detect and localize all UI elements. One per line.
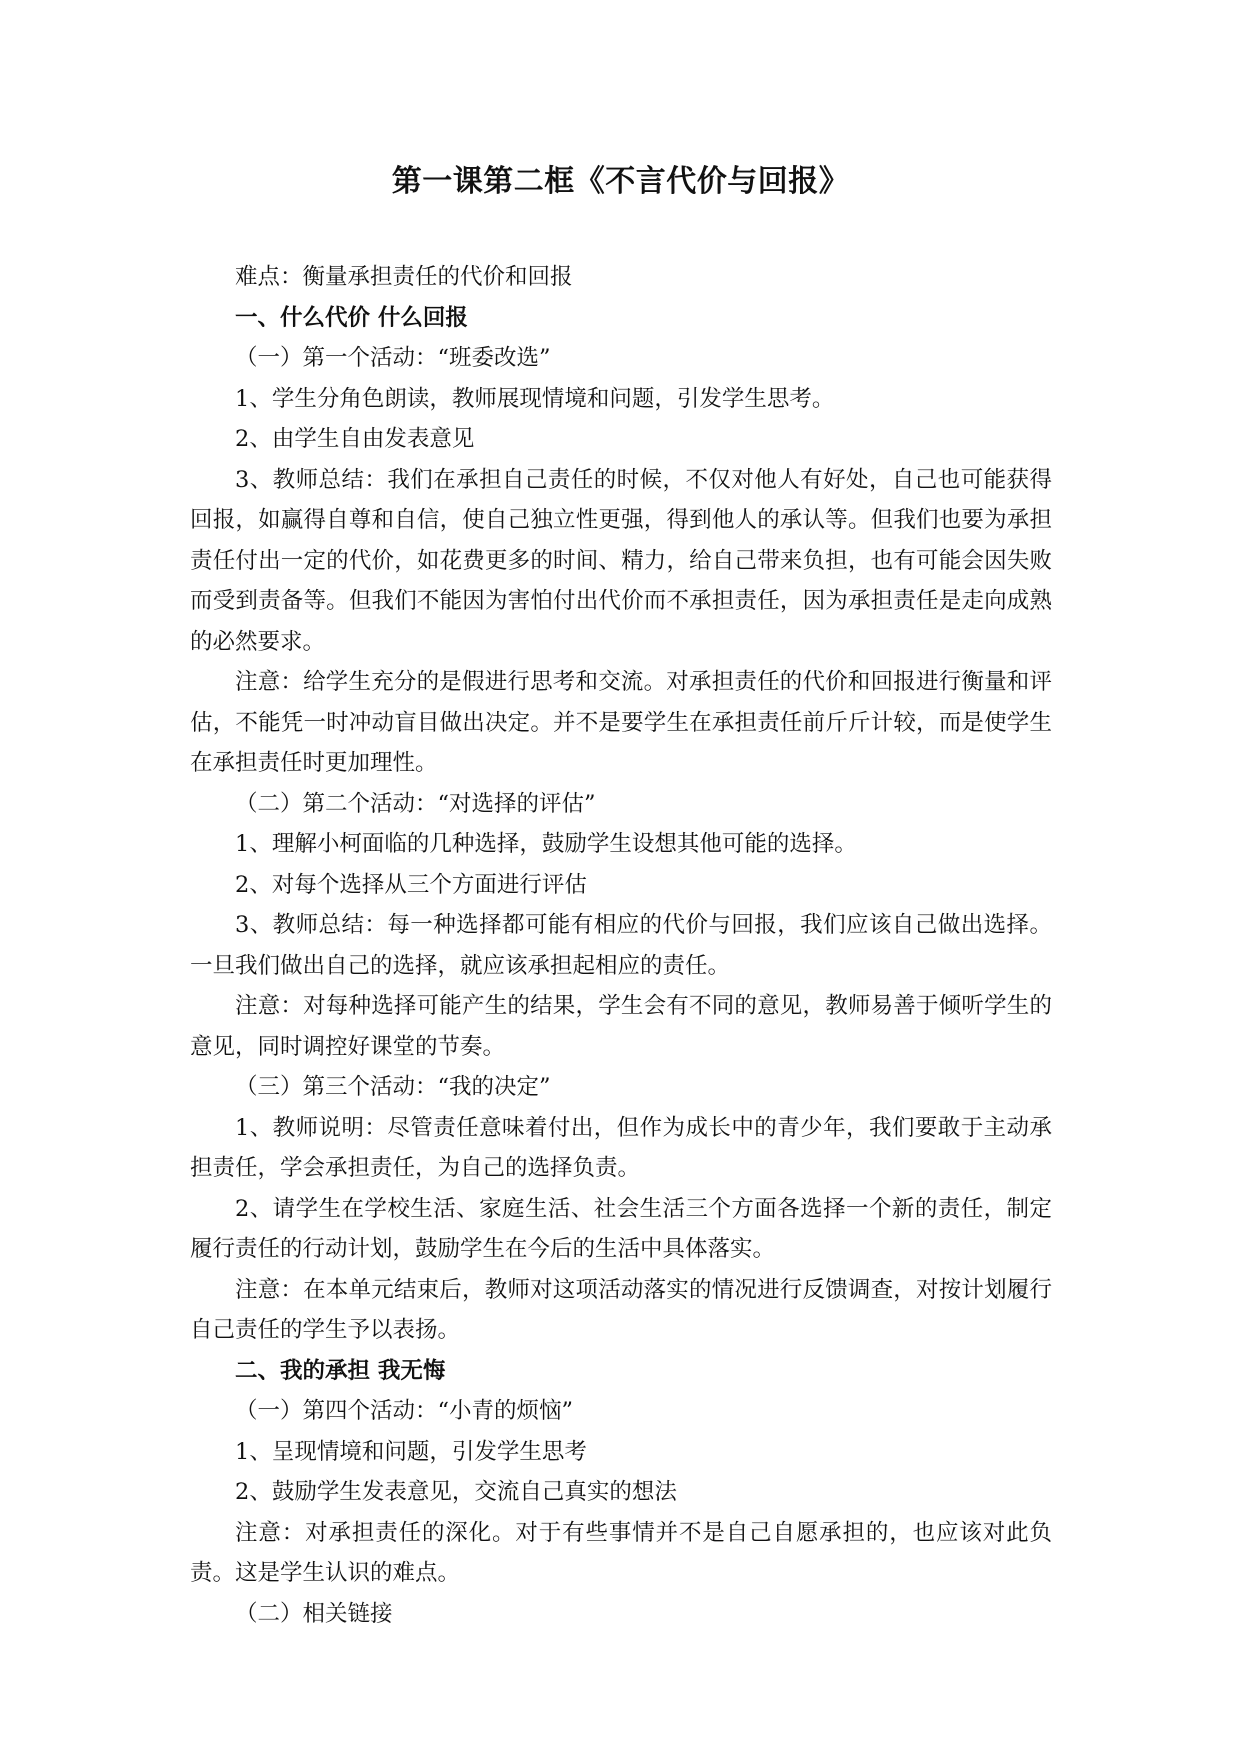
paragraph: 2、请学生在学校生活、家庭生活、社会生活三个方面各选择一个新的责任，制定履行责任的行动计划，鼓励学生在今后的生活中具体落实。 xyxy=(190,1195,1052,1262)
document-body xyxy=(190,257,1052,1634)
paragraph: 注意：对每种选择可能产生的结果，学生会有不同的意见，教师易善于倾听学生的意见，同时调控好课堂的节奏。 xyxy=(190,993,1052,1060)
subsection-heading: （一）第一个活动：“班委改选” xyxy=(235,345,551,371)
paragraph: 注意：在本单元结束后，教师对这项活动落实的情况进行反馈调查，对按计划履行自己责任的学生予以表扬。 xyxy=(190,1276,1052,1343)
paragraph: 难点：衡量承担责任的代价和回报 xyxy=(235,264,573,290)
section-heading: 一、什么代价 什么回报 xyxy=(235,304,468,331)
subsection-heading: （一）第四个活动：“小青的烦恼” xyxy=(235,1398,574,1424)
paragraph: 注意：对承担责任的深化。对于有些事情并不是自己自愿承担的，也应该对此负责。这是学生认识的难点。 xyxy=(190,1519,1052,1586)
paragraph: 2、对每个选择从三个方面进行评估 xyxy=(235,871,587,898)
paragraph: 2、鼓励学生发表意见，交流自己真实的想法 xyxy=(235,1479,677,1505)
paragraph: 注意：给学生充分的是假进行思考和交流。对承担责任的代价和回报进行衡量和评估，不能凭一时冲动盲目做出决定。并不是要学生在承担责任前斤斤计较，而是使学生在承担责任时更加理性。 xyxy=(190,669,1052,776)
subsection-heading: （二）相关链接 xyxy=(235,1600,393,1627)
section-heading: 二、我的承担 我无悔 xyxy=(235,1357,446,1384)
paragraph: 1、学生分角色朗读，教师展现情境和问题，引发学生思考。 xyxy=(235,385,835,412)
paragraph: 3、教师总结：每一种选择都可能有相应的代价与回报，我们应该自己做出选择。一旦我们做出自己的选择，就应该承担起相应的责任。 xyxy=(190,912,1052,979)
paragraph: 1、教师说明：尽管责任意味着付出，但作为成长中的青少年，我们要敢于主动承担责任，学会承担责任，为自己的选择负责。 xyxy=(190,1114,1052,1181)
paragraph: 1、呈现情境和问题，引发学生思考 xyxy=(235,1438,587,1465)
document-title: 第一课第二框《不言代价与回报》 xyxy=(391,164,850,199)
subsection-heading: （二）第二个活动：“对选择的评估” xyxy=(235,790,596,817)
subsection-heading: （三）第三个活动：“我的决定” xyxy=(235,1074,551,1100)
paragraph: 1、理解小柯面临的几种选择，鼓励学生设想其他可能的选择。 xyxy=(235,831,857,857)
paragraph: 3、教师总结：我们在承担自己责任的时候，不仅对他人有好处，自己也可能获得回报，如赢得自尊和自信，使自己独立性更强，得到他人的承认等。但我们也要为承担责任付出一定的代价，如花费更多的时间、精力，给自己带来负担，也有可能会因失败而受到责备等。但我们不能因为害怕付出代价而不承担责任，因为承担责任是走向成熟的必然要求。 xyxy=(190,466,1052,655)
paragraph: 2、由学生自由发表意见 xyxy=(235,426,475,452)
